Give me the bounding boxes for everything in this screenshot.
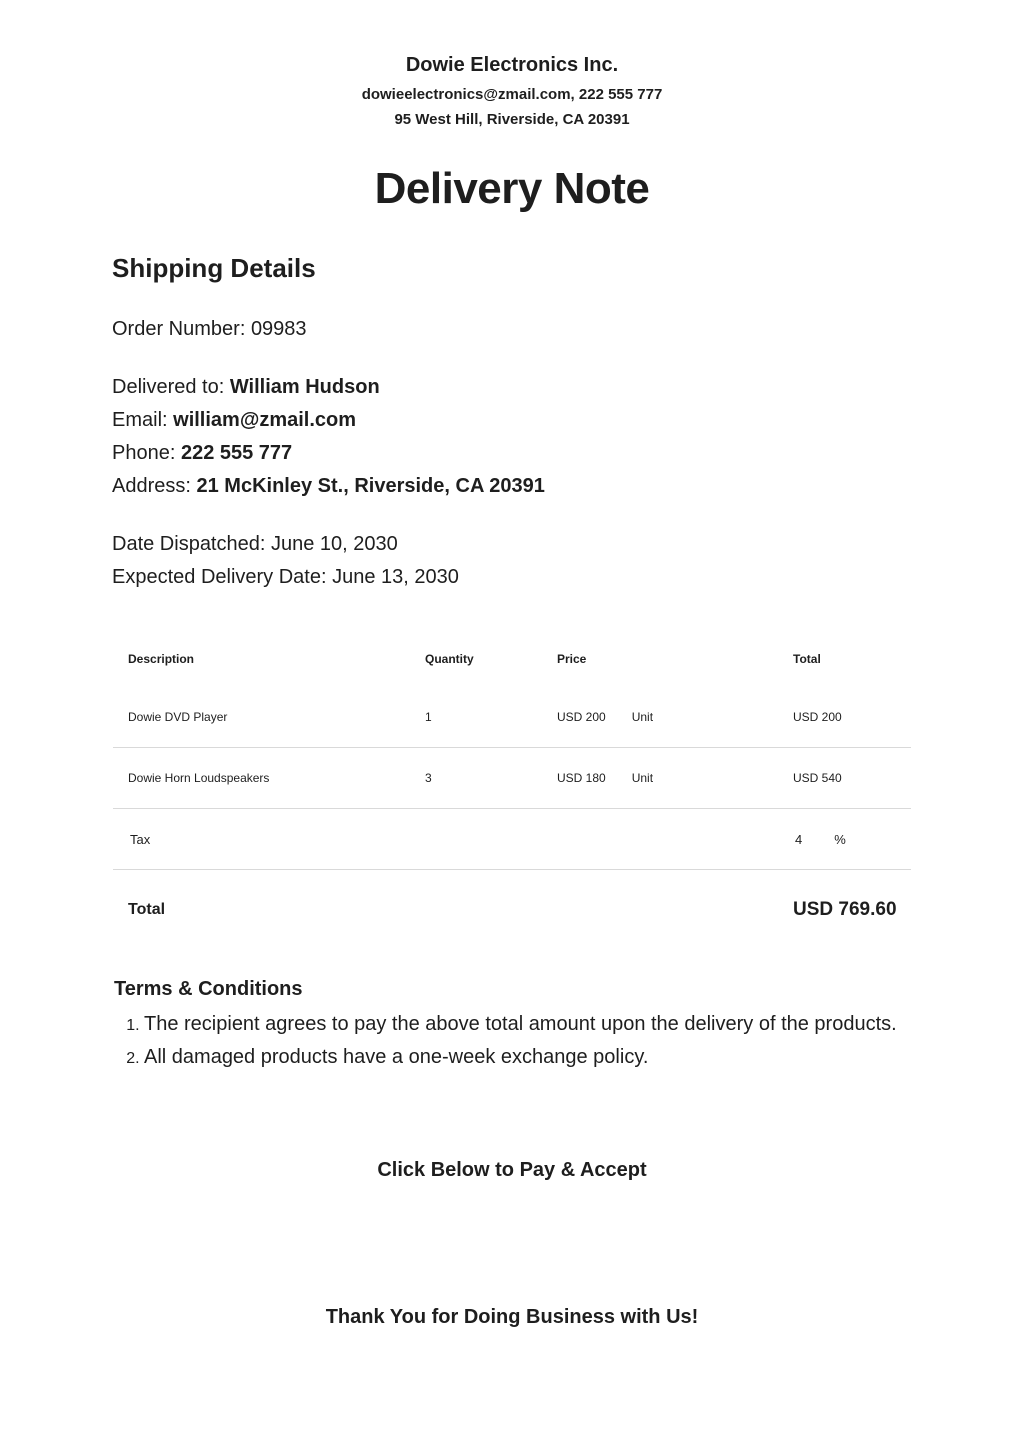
shipping-details-heading: Shipping Details	[112, 253, 316, 283]
item-quantity: 1	[410, 687, 542, 748]
address-line	[112, 475, 545, 498]
thank-you-note: Thank You for Doing Business with Us!	[325, 1306, 699, 1328]
address-label: Address:	[112, 475, 191, 497]
table-header-row	[113, 630, 911, 687]
header-quantity: Quantity	[425, 651, 474, 666]
terms-heading: Terms & Conditions	[114, 978, 303, 1000]
item-quantity: 3	[410, 748, 542, 809]
order-number-line	[112, 318, 307, 341]
phone-value: 222 555 777	[180, 442, 293, 464]
total-row	[113, 870, 911, 950]
phone-line	[112, 442, 292, 465]
company-contact: dowieelectronics@zmail.com, 222 555 777	[361, 86, 663, 103]
item-price-cell	[542, 748, 778, 809]
company-name: Dowie Electronics Inc.	[405, 54, 619, 76]
address-value: 21 McKinley St., Riverside, CA 20391	[196, 475, 545, 497]
total-value: USD 769.60	[793, 898, 897, 920]
items-table	[113, 630, 911, 949]
item-unit: Unit	[631, 710, 654, 724]
header-description: Description	[128, 651, 195, 666]
email-value: william@zmail.com	[173, 409, 357, 431]
item-description: Dowie Horn Loudspeakers	[113, 748, 410, 809]
item-price: USD 200	[557, 710, 606, 724]
phone-label: Phone:	[112, 442, 176, 464]
item-price-cell	[542, 687, 778, 748]
total-label: Total	[128, 900, 166, 918]
expected-delivery-value: June 13, 2030	[332, 566, 459, 588]
company-address: 95 West Hill, Riverside, CA 20391	[394, 111, 630, 128]
table-row	[113, 687, 911, 748]
item-unit: Unit	[631, 771, 654, 785]
tax-row	[113, 809, 911, 870]
header-total: Total	[793, 651, 821, 666]
expected-delivery-line	[112, 566, 459, 589]
page-title: Delivery Note	[374, 164, 650, 213]
order-number-label: Order Number:	[112, 318, 246, 340]
delivered-to-line	[112, 376, 380, 399]
email-line	[112, 409, 356, 432]
tax-cell	[778, 809, 911, 870]
terms-item: 1. The recipient agrees to pay the above total amount upon the delivery of the products.	[144, 1008, 910, 1041]
order-number-value: 09983	[250, 318, 307, 340]
date-dispatched-line	[112, 533, 398, 556]
date-dispatched-value: June 10, 2030	[270, 533, 398, 555]
email-label: Email:	[112, 409, 168, 431]
tax-value: 4	[795, 831, 803, 847]
expected-delivery-label: Expected Delivery Date:	[112, 566, 327, 588]
delivered-to-label: Delivered to:	[112, 376, 225, 398]
item-price: USD 180	[557, 771, 606, 785]
item-total: USD 200	[778, 687, 911, 748]
pay-accept-prompt: Click Below to Pay & Accept	[377, 1159, 647, 1181]
table-row	[113, 748, 911, 809]
item-description: Dowie DVD Player	[113, 687, 410, 748]
item-total: USD 540	[778, 748, 911, 809]
header-price: Price	[557, 651, 587, 666]
tax-unit: %	[834, 831, 846, 847]
tax-label: Tax	[113, 809, 410, 870]
terms-item: 2. All damaged products have a one-week exchange policy.	[144, 1041, 910, 1074]
terms-list	[112, 1008, 910, 1074]
delivered-to-value: William Hudson	[229, 376, 380, 398]
date-dispatched-label: Date Dispatched:	[112, 533, 266, 555]
